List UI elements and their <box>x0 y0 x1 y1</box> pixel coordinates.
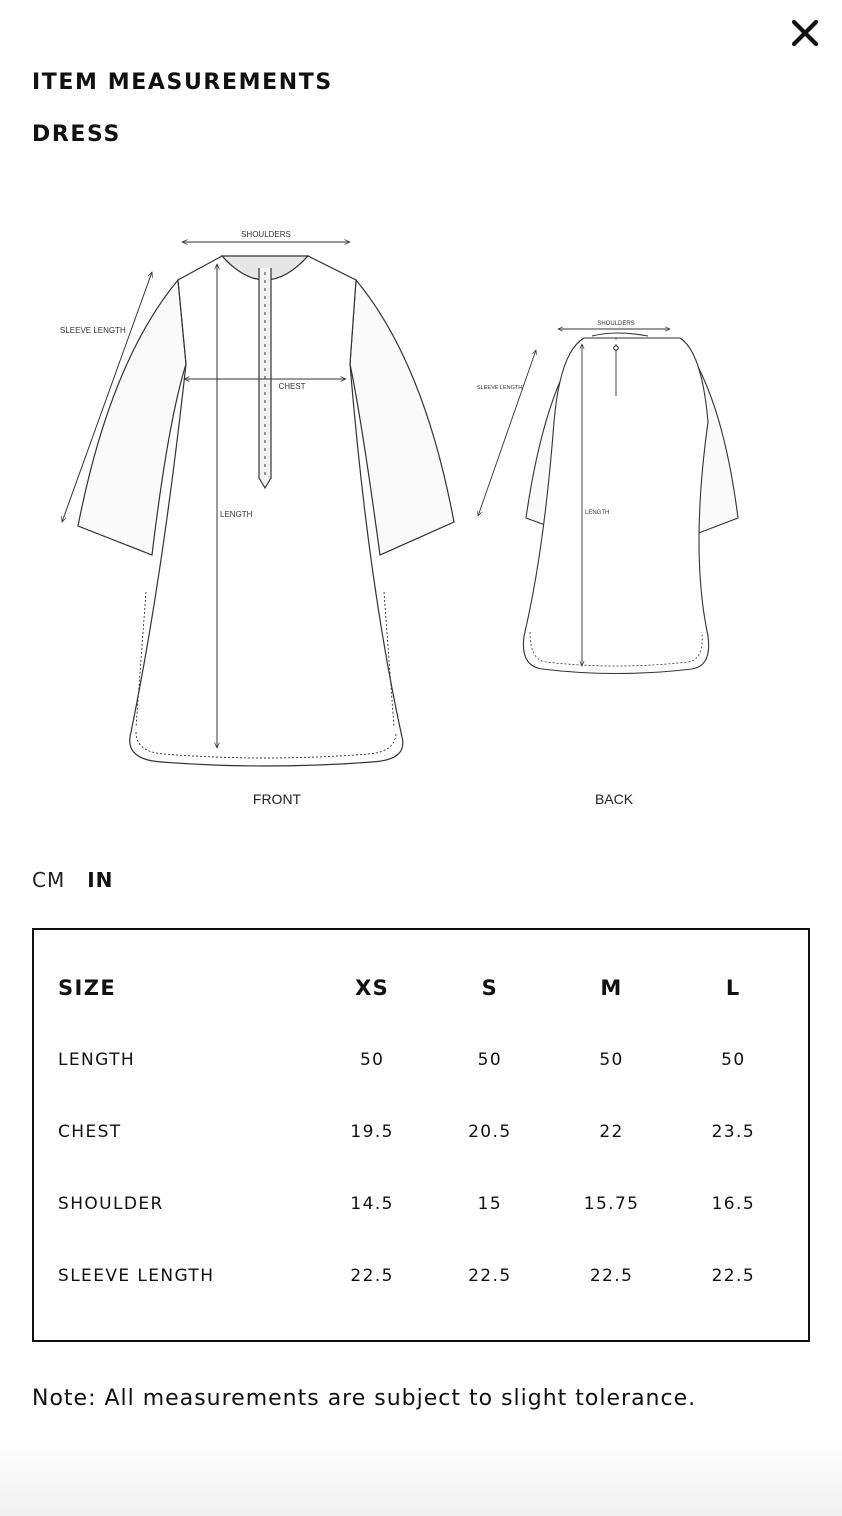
size-xs-header: XS <box>355 976 390 1000</box>
cell-value: 14.5 <box>350 1194 394 1214</box>
close-button[interactable] <box>786 14 824 52</box>
back-length-label: LENGTH <box>585 510 610 516</box>
cell-value: 50 <box>721 1050 746 1070</box>
cell-value: 19.5 <box>350 1122 394 1142</box>
front-sleeve-length-label: SLEEVE LENGTH <box>60 326 126 335</box>
front-caption: FRONT <box>252 791 302 807</box>
unit-toggle <box>32 868 113 892</box>
cell-value: 22 <box>599 1122 624 1142</box>
product-type-heading: DRESS <box>32 122 121 147</box>
measurement-illustration <box>32 172 780 838</box>
table-header-row <box>58 952 798 1024</box>
size-m-header: M <box>600 976 623 1000</box>
size-column-header: SIZE <box>58 976 117 1000</box>
cell-value: 50 <box>359 1050 385 1070</box>
cell-value: 16.5 <box>711 1194 756 1214</box>
front-shoulders-label: SHOULDERS <box>241 230 291 239</box>
tolerance-note: Note: All measurements are subject to slight tolerance. <box>32 1386 697 1411</box>
size-chart-table <box>58 952 798 1312</box>
cell-value: 22.5 <box>711 1266 756 1286</box>
back-shoulders-label: SHOULDERS <box>597 321 635 327</box>
size-s-header: S <box>481 976 499 1000</box>
back-dress-drawing <box>523 333 738 674</box>
table-row <box>58 1096 798 1168</box>
cell-value: 50 <box>477 1050 503 1070</box>
cell-value: 15.75 <box>583 1194 640 1214</box>
cell-value: 22.5 <box>350 1266 394 1286</box>
cell-value: 22.5 <box>589 1266 634 1286</box>
unit-cm-option[interactable]: CM <box>32 868 66 892</box>
unit-in-option[interactable]: IN <box>87 868 114 892</box>
front-dress-drawing <box>78 256 454 766</box>
table-row <box>58 1168 798 1240</box>
row-label: LENGTH <box>58 1050 136 1070</box>
cell-value: 23.5 <box>711 1122 756 1142</box>
row-label: SLEEVE LENGTH <box>58 1266 215 1286</box>
row-label: CHEST <box>58 1122 122 1142</box>
page-title: ITEM MEASUREMENTS <box>32 70 333 95</box>
back-caption: BACK <box>594 791 634 807</box>
front-length-label: LENGTH <box>220 510 253 519</box>
cell-value: 22.5 <box>468 1266 512 1286</box>
table-row <box>58 1024 798 1096</box>
cell-value: 15 <box>477 1194 503 1214</box>
size-l-header: L <box>725 976 741 1000</box>
cell-value: 20.5 <box>468 1122 512 1142</box>
close-icon <box>791 19 819 47</box>
front-chest-label: CHEST <box>278 382 306 391</box>
row-label: SHOULDER <box>58 1194 164 1214</box>
size-chart <box>32 928 810 1342</box>
bottom-fade <box>0 1440 842 1516</box>
back-sleeve-length-label: SLEEVE LENGTH <box>477 385 523 391</box>
cell-value: 50 <box>599 1050 624 1070</box>
table-row <box>58 1240 798 1312</box>
